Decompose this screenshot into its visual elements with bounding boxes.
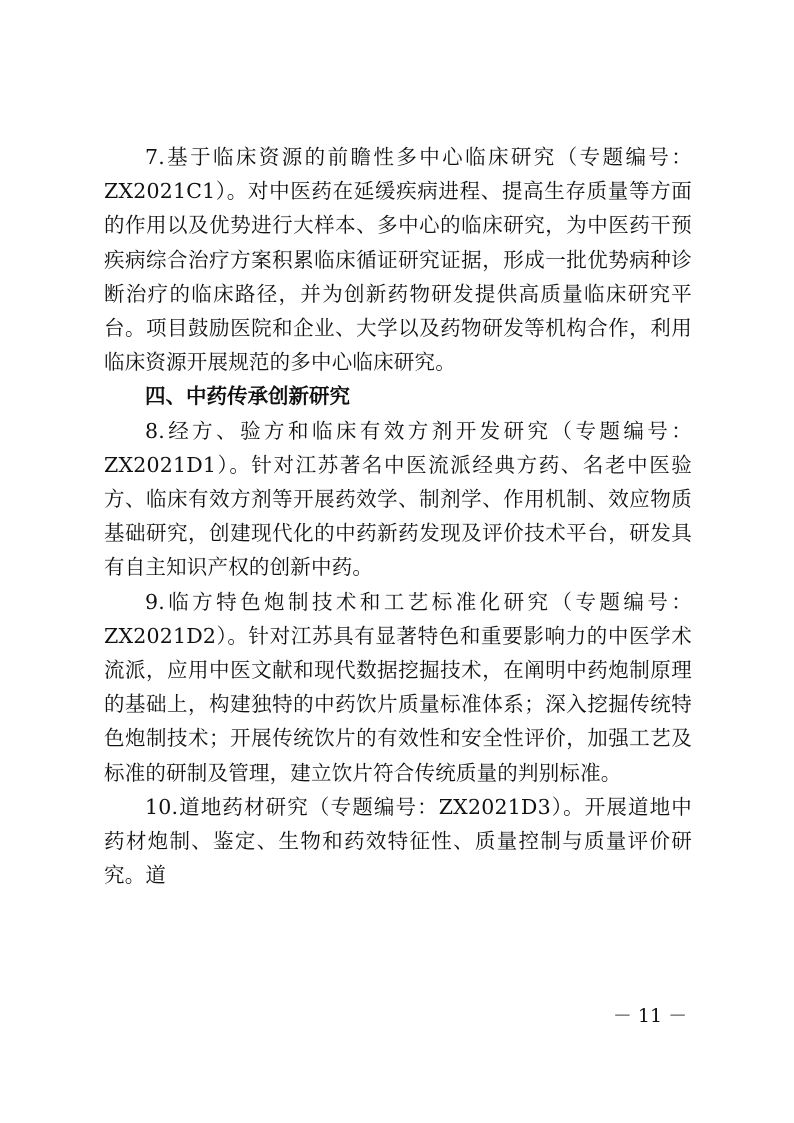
paragraph-topic-9: 9.临方特色炮制技术和工艺标准化研究（专题编号：ZX2021D2）。针对江苏具有显著特色和重要影响力的中医学术流派，应用中医文献和现代数据挖掘技术，在阐明中药炮制原理的基础上，构建独特的中药饮片质量标准体系；深入挖掘传统特色炮制技术；开展传统饮片的有效性和安全性评价，加强工艺及标准的研制及管理，建立饮片符合传统质量的判别标准。 <box>104 589 692 785</box>
paragraph-topic-10: 10.道地药材研究（专题编号：ZX2021D3）。开展道地中药材炮制、鉴定、生物和药效特征性、质量控制与质量评价研究。道 <box>104 794 692 888</box>
section-heading: 四、中药传承创新研究 <box>145 384 350 409</box>
document-body <box>104 140 692 892</box>
paragraph-topic-8: 8.经方、验方和临床有效方剂开发研究（专题编号：ZX2021D1）。针对江苏著名中医流派经典方药、名老中医验方、临床有效方剂等开展药效学、制剂学、作用机制、效应物质基础研究，创建现代化的中药新药发现及评价技术平台，研发具有自主知识产权的创新中药。 <box>104 418 692 580</box>
page-number: － 11 － <box>612 1005 688 1027</box>
paragraph-topic-7: 7.基于临床资源的前瞻性多中心临床研究（专题编号：ZX2021C1）。对中医药在延缓疾病进程、提高生存质量等方面的作用以及优势进行大样本、多中心的临床研究，为中医药干预疾病综合治疗方案积累临床循证研究证据，形成一批优势病种诊断治疗的临床路径，并为创新药物研发提供高质量临床研究平台。项目鼓励医院和企业、大学以及药物研发等机构合作，利用临床资源开展规范的多中心临床研究。 <box>104 145 692 375</box>
